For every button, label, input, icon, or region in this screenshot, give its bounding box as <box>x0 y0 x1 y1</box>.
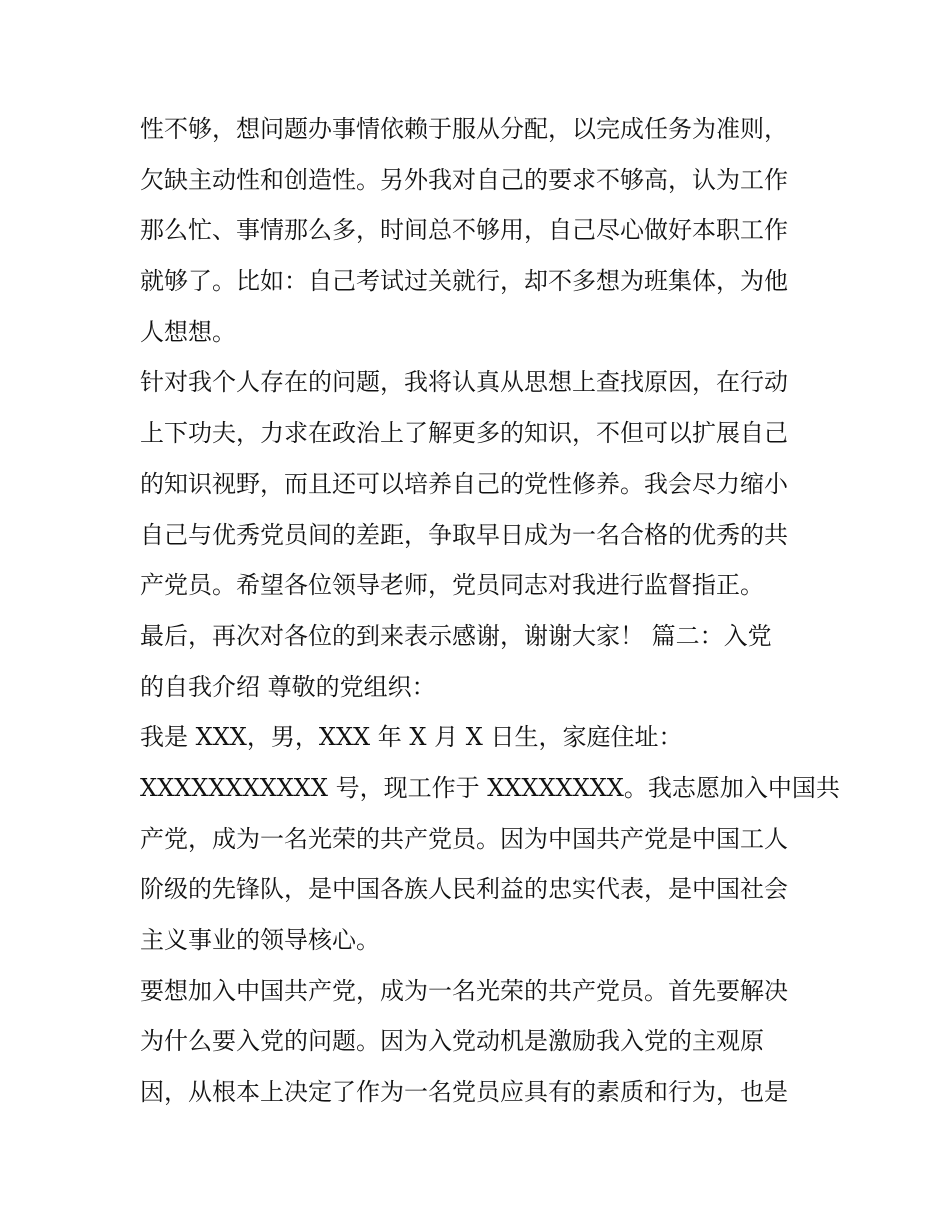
text-line-19: 为什么要入党的问题。因为入党动机是激励我入党的主观原 <box>140 1027 764 1056</box>
text-line-6: 针对我个人存在的问题，我将认真从思想上查找原因，在行动 <box>140 368 788 397</box>
text-line-3: 那么忙、事情那么多，时间总不够用，自己尽心做好本职工作 <box>140 216 788 245</box>
text-line-5: 人想想。 <box>140 317 236 346</box>
text-line-16: 阶级的先锋队，是中国各族人民利益的忠实代表，是中国社会 <box>140 875 788 904</box>
text-line-18: 要想加入中国共产党，成为一名光荣的共产党员。首先要解决 <box>140 976 788 1005</box>
text-line-11: 最后，再次对各位的到来表示感谢，谢谢大家！ 篇二：入党 <box>140 621 772 650</box>
text-line-15: 产党，成为一名光荣的共产党员。因为中国共产党是中国工人 <box>140 824 788 853</box>
text-line-14: XXXXXXXXXXX 号，现工作于 XXXXXXXX。我志愿加入中国共 <box>140 773 840 802</box>
text-line-17: 主义事业的领导核心。 <box>140 926 380 954</box>
text-line-12: 的自我介绍 尊敬的党组织： <box>140 672 436 701</box>
text-line-10: 产党员。希望各位领导老师，党员同志对我进行监督指正。 <box>140 571 764 600</box>
text-line-2: 欠缺主动性和创造性。另外我对自己的要求不够高，认为工作 <box>140 165 788 194</box>
text-line-4: 就够了。比如：自己考试过关就行，却不多想为班集体，为他 <box>140 267 788 296</box>
text-line-9: 自己与优秀党员间的差距，争取早日成为一名合格的优秀的共 <box>140 520 788 549</box>
text-line-7: 上下功夫，力求在政治上了解更多的知识，不但可以扩展自己 <box>140 419 788 448</box>
body-text <box>140 104 840 1118</box>
text-line-1: 性不够，想问题办事情依赖于服从分配，以完成任务为准则， <box>140 115 788 143</box>
text-line-13: 我是 XXX，男，XXX 年 X 月 X 日生，家庭住址： <box>140 723 683 752</box>
text-line-8: 的知识视野，而且还可以培养自己的党性修养。我会尽力缩小 <box>140 469 788 498</box>
text-line-20: 因，从根本上决定了作为一名党员应具有的素质和行为，也是 <box>140 1078 788 1107</box>
